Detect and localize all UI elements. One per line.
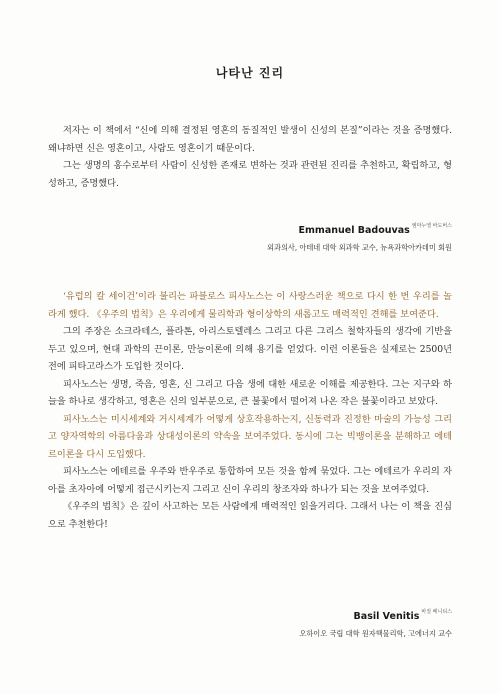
signature-2	[299, 604, 452, 639]
endorsement-2-paragraph: 피사노스는 미시세계와 거시세계가 어떻게 상호작용하는지, 신동력과 진정한 마술의 가능성 그리고 양자역학의 아름다움과 상대성이론의 약속을 보여주었다. 동시에 그는 빅뱅이론을 분해하고 에테르이론을 다시 도입했다.	[48, 413, 452, 460]
signature-1	[267, 218, 452, 253]
signature-affiliation: 외과의사, 아테네 대학 외과학 교수, 뉴욕과학아카데미 회원	[267, 243, 452, 252]
signature-name: Basil Venitis	[353, 611, 420, 622]
endorsement-2-paragraph: 피사노스는 에테르를 우주와 반우주로 통합하여 모든 것을 함께 묶었다. 그는 에테르가 우리의 자아를 초자아에 어떻게 접근시키는지 그리고 신이 우리의 창조자와 하나가 되는 것을 보여주었다.	[48, 466, 452, 495]
endorsement-2-paragraph: 그의 주장은 소크라테스, 플라톤, 아리스토텔레스 그리고 다른 그리스 철학자들의 생각에 기반을 두고 있으며, 현대 과학의 끈이론, 만능이론에 의해 용기를 얻었다. 이런 이론들은 실제로는 2500년 전에 피타고라스가 도입한 것이다.	[48, 326, 452, 372]
endorsement-1-paragraph: 그는 생명의 홍수로부터 사람이 신성한 존재로 변하는 것과 관련된 진리를 추천하고, 확립하고, 형성하고, 증명했다.	[48, 160, 452, 189]
signature-korean-name: 바질 베니티스	[421, 608, 452, 615]
page-title: 나타난 진리	[215, 66, 285, 80]
signature-name: Emmanuel Badouvas	[298, 225, 410, 236]
signature-affiliation: 오하이오 국립 대학 원자핵물리학, 고에너지 교수	[299, 629, 452, 638]
endorsement-2-paragraph: 피사노스는 생명, 죽음, 영혼, 신 그리고 다음 생에 대한 새로운 이해를 제공한다. 그는 지구와 하늘을 하나로 생각하고, 영혼은 신의 일부분으로, 큰 불꽃에서 떨어져 나온 작은 불꽃이라고 보았다.	[48, 378, 452, 407]
endorsement-2-paragraph: 《우주의 법칙》은 깊이 사고하는 모든 사람에게 매력적인 읽을거리다. 그래서 나는 이 책을 진심으로 추천한다!	[48, 501, 452, 530]
endorsement-2-paragraph: ‘유럽의 칼 세이건’이라 불리는 파블로스 피사노스는 이 사랑스러운 책으로 다시 한 번 우리를 놀라게 했다. 《우주의 법칙》은 우리에게 물리학과 형이상학의 새롭고도 매력적인 견해를 보여준다.	[48, 291, 452, 320]
endorsement-1-paragraph: 저자는 이 책에서 “신에 의해 결정된 영혼의 동질적인 발생이 신성의 본질”이라는 것을 증명했다. 왜냐하면 신은 영혼이고, 사람도 영혼이기 때문이다.	[48, 125, 452, 154]
signature-korean-name: 엠마누엘 바도버스	[411, 222, 452, 229]
endorsement-1	[48, 122, 452, 192]
endorsement-2	[48, 288, 452, 533]
